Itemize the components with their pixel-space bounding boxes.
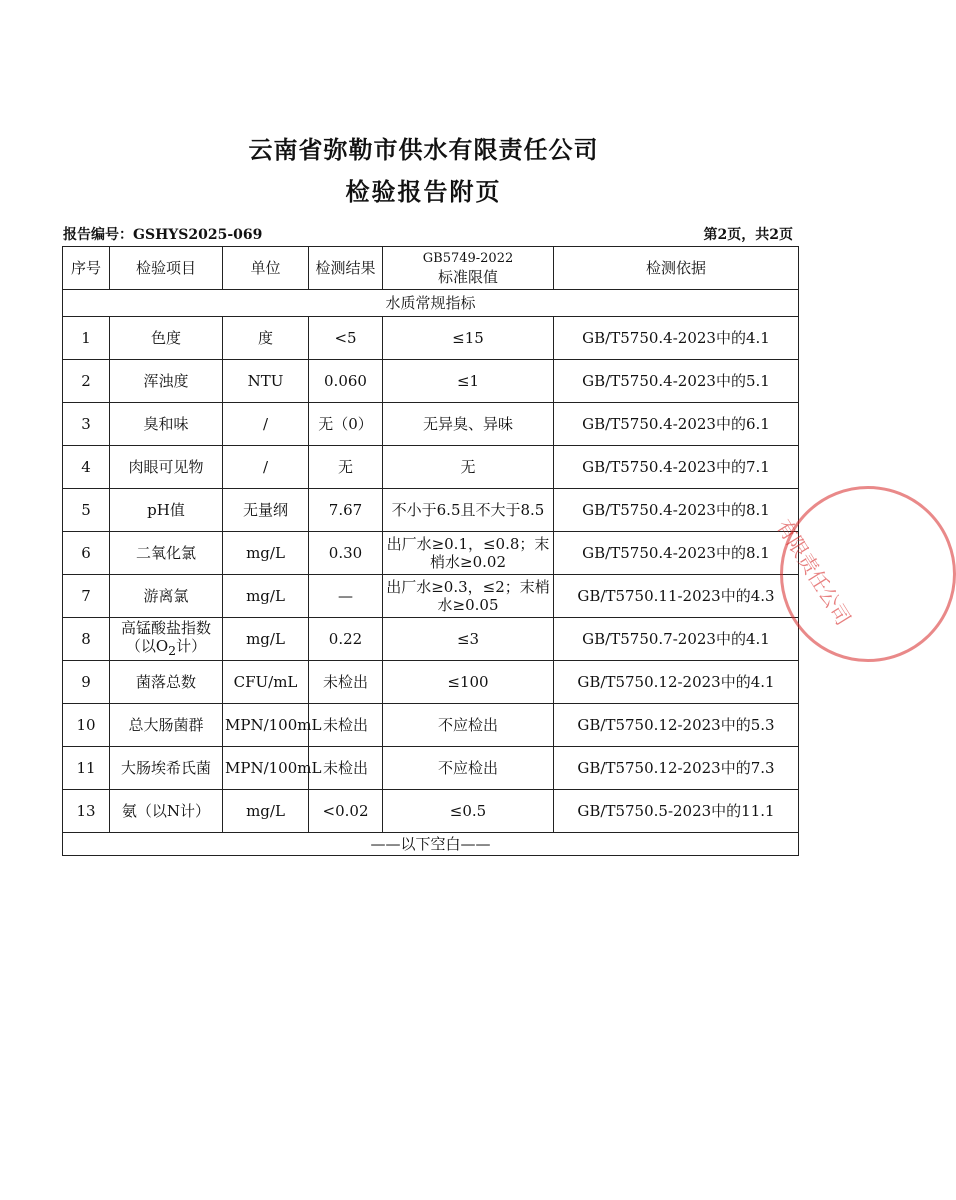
table-row [63, 747, 799, 790]
cell-basis: GB/T5750.4-2023中的6.1 [554, 403, 799, 446]
cell-item: 二氧化氯 [110, 532, 223, 575]
cell-result: 未检出 [309, 704, 383, 747]
cell-result: 未检出 [309, 661, 383, 704]
cell-limit: ≤3 [383, 618, 554, 661]
cell-item: 总大肠菌群 [110, 704, 223, 747]
table-row [63, 532, 799, 575]
cell-result: — [309, 575, 383, 618]
cell-result: 7.67 [309, 489, 383, 532]
cell-result: 无（0） [309, 403, 383, 446]
item-qualifier-suffix: 计） [176, 636, 207, 655]
cell-no: 3 [63, 403, 110, 446]
header-limit [383, 247, 554, 290]
cell-basis: GB/T5750.4-2023中的8.1 [554, 532, 799, 575]
cell-no: 10 [63, 704, 110, 747]
cell-limit: 出厂水≥0.3，≤2；末梢水≥0.05 [383, 575, 554, 618]
cell-item [110, 618, 223, 661]
cell-no: 11 [63, 747, 110, 790]
header-no: 序号 [63, 247, 110, 290]
cell-limit: 不应检出 [383, 747, 554, 790]
cell-item: 大肠埃希氏菌 [110, 747, 223, 790]
cell-limit: 无 [383, 446, 554, 489]
cell-basis: GB/T5750.12-2023中的5.3 [554, 704, 799, 747]
table-row [63, 360, 799, 403]
cell-unit: mg/L [223, 790, 309, 833]
test-results-table [62, 246, 799, 856]
table-row [63, 317, 799, 360]
cell-unit: MPN/100mL [223, 704, 309, 747]
cell-result: 0.060 [309, 360, 383, 403]
page-info: 第2页，共2页 [703, 227, 793, 243]
cell-basis: GB/T5750.12-2023中的4.1 [554, 661, 799, 704]
table-row [63, 618, 799, 661]
cell-result: <0.02 [309, 790, 383, 833]
section-row [63, 290, 799, 317]
table-row [63, 704, 799, 747]
cell-basis: GB/T5750.4-2023中的4.1 [554, 317, 799, 360]
cell-no: 2 [63, 360, 110, 403]
cell-item: 色度 [110, 317, 223, 360]
table-row [63, 661, 799, 704]
item-name: 高锰酸盐指数 [120, 618, 211, 637]
header-basis: 检测依据 [554, 247, 799, 290]
cell-no: 9 [63, 661, 110, 704]
cell-no: 1 [63, 317, 110, 360]
cell-result: 未检出 [309, 747, 383, 790]
cell-basis: GB/T5750.4-2023中的8.1 [554, 489, 799, 532]
cell-result: 0.30 [309, 532, 383, 575]
cell-basis: GB/T5750.5-2023中的11.1 [554, 790, 799, 833]
item-qualifier [112, 637, 220, 660]
cell-unit: CFU/mL [223, 661, 309, 704]
cell-limit: ≤100 [383, 661, 554, 704]
cell-item: 菌落总数 [110, 661, 223, 704]
cell-limit: 不小于6.5且不大于8.5 [383, 489, 554, 532]
report-number: 报告编号：GSHYS2025-069 [63, 227, 263, 243]
document-title: 检验报告附页 [345, 177, 502, 206]
section-title: 水质常规指标 [63, 290, 799, 317]
cell-basis: GB/T5750.4-2023中的5.1 [554, 360, 799, 403]
cell-result: <5 [309, 317, 383, 360]
cell-item: 肉眼可见物 [110, 446, 223, 489]
cell-limit: ≤0.5 [383, 790, 554, 833]
table-header-row [63, 247, 799, 290]
cell-result: 0.22 [309, 618, 383, 661]
cell-item: 臭和味 [110, 403, 223, 446]
table-row [63, 790, 799, 833]
cell-no: 13 [63, 790, 110, 833]
cell-unit: / [223, 403, 309, 446]
cell-item: 游离氯 [110, 575, 223, 618]
header-item: 检验项目 [110, 247, 223, 290]
footer-row [63, 833, 799, 856]
cell-result: 无 [309, 446, 383, 489]
cell-unit: mg/L [223, 618, 309, 661]
cell-unit: / [223, 446, 309, 489]
cell-no: 4 [63, 446, 110, 489]
table-row [63, 489, 799, 532]
cell-limit: ≤15 [383, 317, 554, 360]
header-result: 检测结果 [309, 247, 383, 290]
cell-no: 8 [63, 618, 110, 661]
cell-basis: GB/T5750.12-2023中的7.3 [554, 747, 799, 790]
header-limit-label: 标准限值 [437, 268, 498, 286]
cell-unit: mg/L [223, 532, 309, 575]
cell-unit: mg/L [223, 575, 309, 618]
cell-no: 7 [63, 575, 110, 618]
cell-unit: MPN/100mL [223, 747, 309, 790]
cell-limit: ≤1 [383, 360, 554, 403]
cell-basis: GB/T5750.4-2023中的7.1 [554, 446, 799, 489]
cell-item: 浑浊度 [110, 360, 223, 403]
cell-basis: GB/T5750.11-2023中的4.3 [554, 575, 799, 618]
cell-unit: 度 [223, 317, 309, 360]
company-title: 云南省弥勒市供水有限责任公司 [248, 135, 599, 164]
cell-unit: NTU [223, 360, 309, 403]
cell-unit: 无量纲 [223, 489, 309, 532]
item-qualifier-prefix: （以O [125, 636, 169, 655]
cell-limit: 不应检出 [383, 704, 554, 747]
blank-below-note: ——以下空白—— [63, 833, 799, 856]
cell-item: pH值 [110, 489, 223, 532]
table-row [63, 403, 799, 446]
item-qualifier-subscript: 2 [168, 642, 177, 658]
cell-item: 氨（以N计） [110, 790, 223, 833]
cell-basis: GB/T5750.7-2023中的4.1 [554, 618, 799, 661]
cell-no: 6 [63, 532, 110, 575]
table-row [63, 575, 799, 618]
cell-limit: 无异臭、异味 [383, 403, 554, 446]
cell-no: 5 [63, 489, 110, 532]
cell-limit: 出厂水≥0.1，≤0.8；末梢水≥0.02 [383, 532, 554, 575]
header-limit-standard: GB5749-2022 [422, 251, 514, 266]
seal-text: 有限责任公司 [771, 515, 856, 630]
table-row [63, 446, 799, 489]
header-unit: 单位 [223, 247, 309, 290]
